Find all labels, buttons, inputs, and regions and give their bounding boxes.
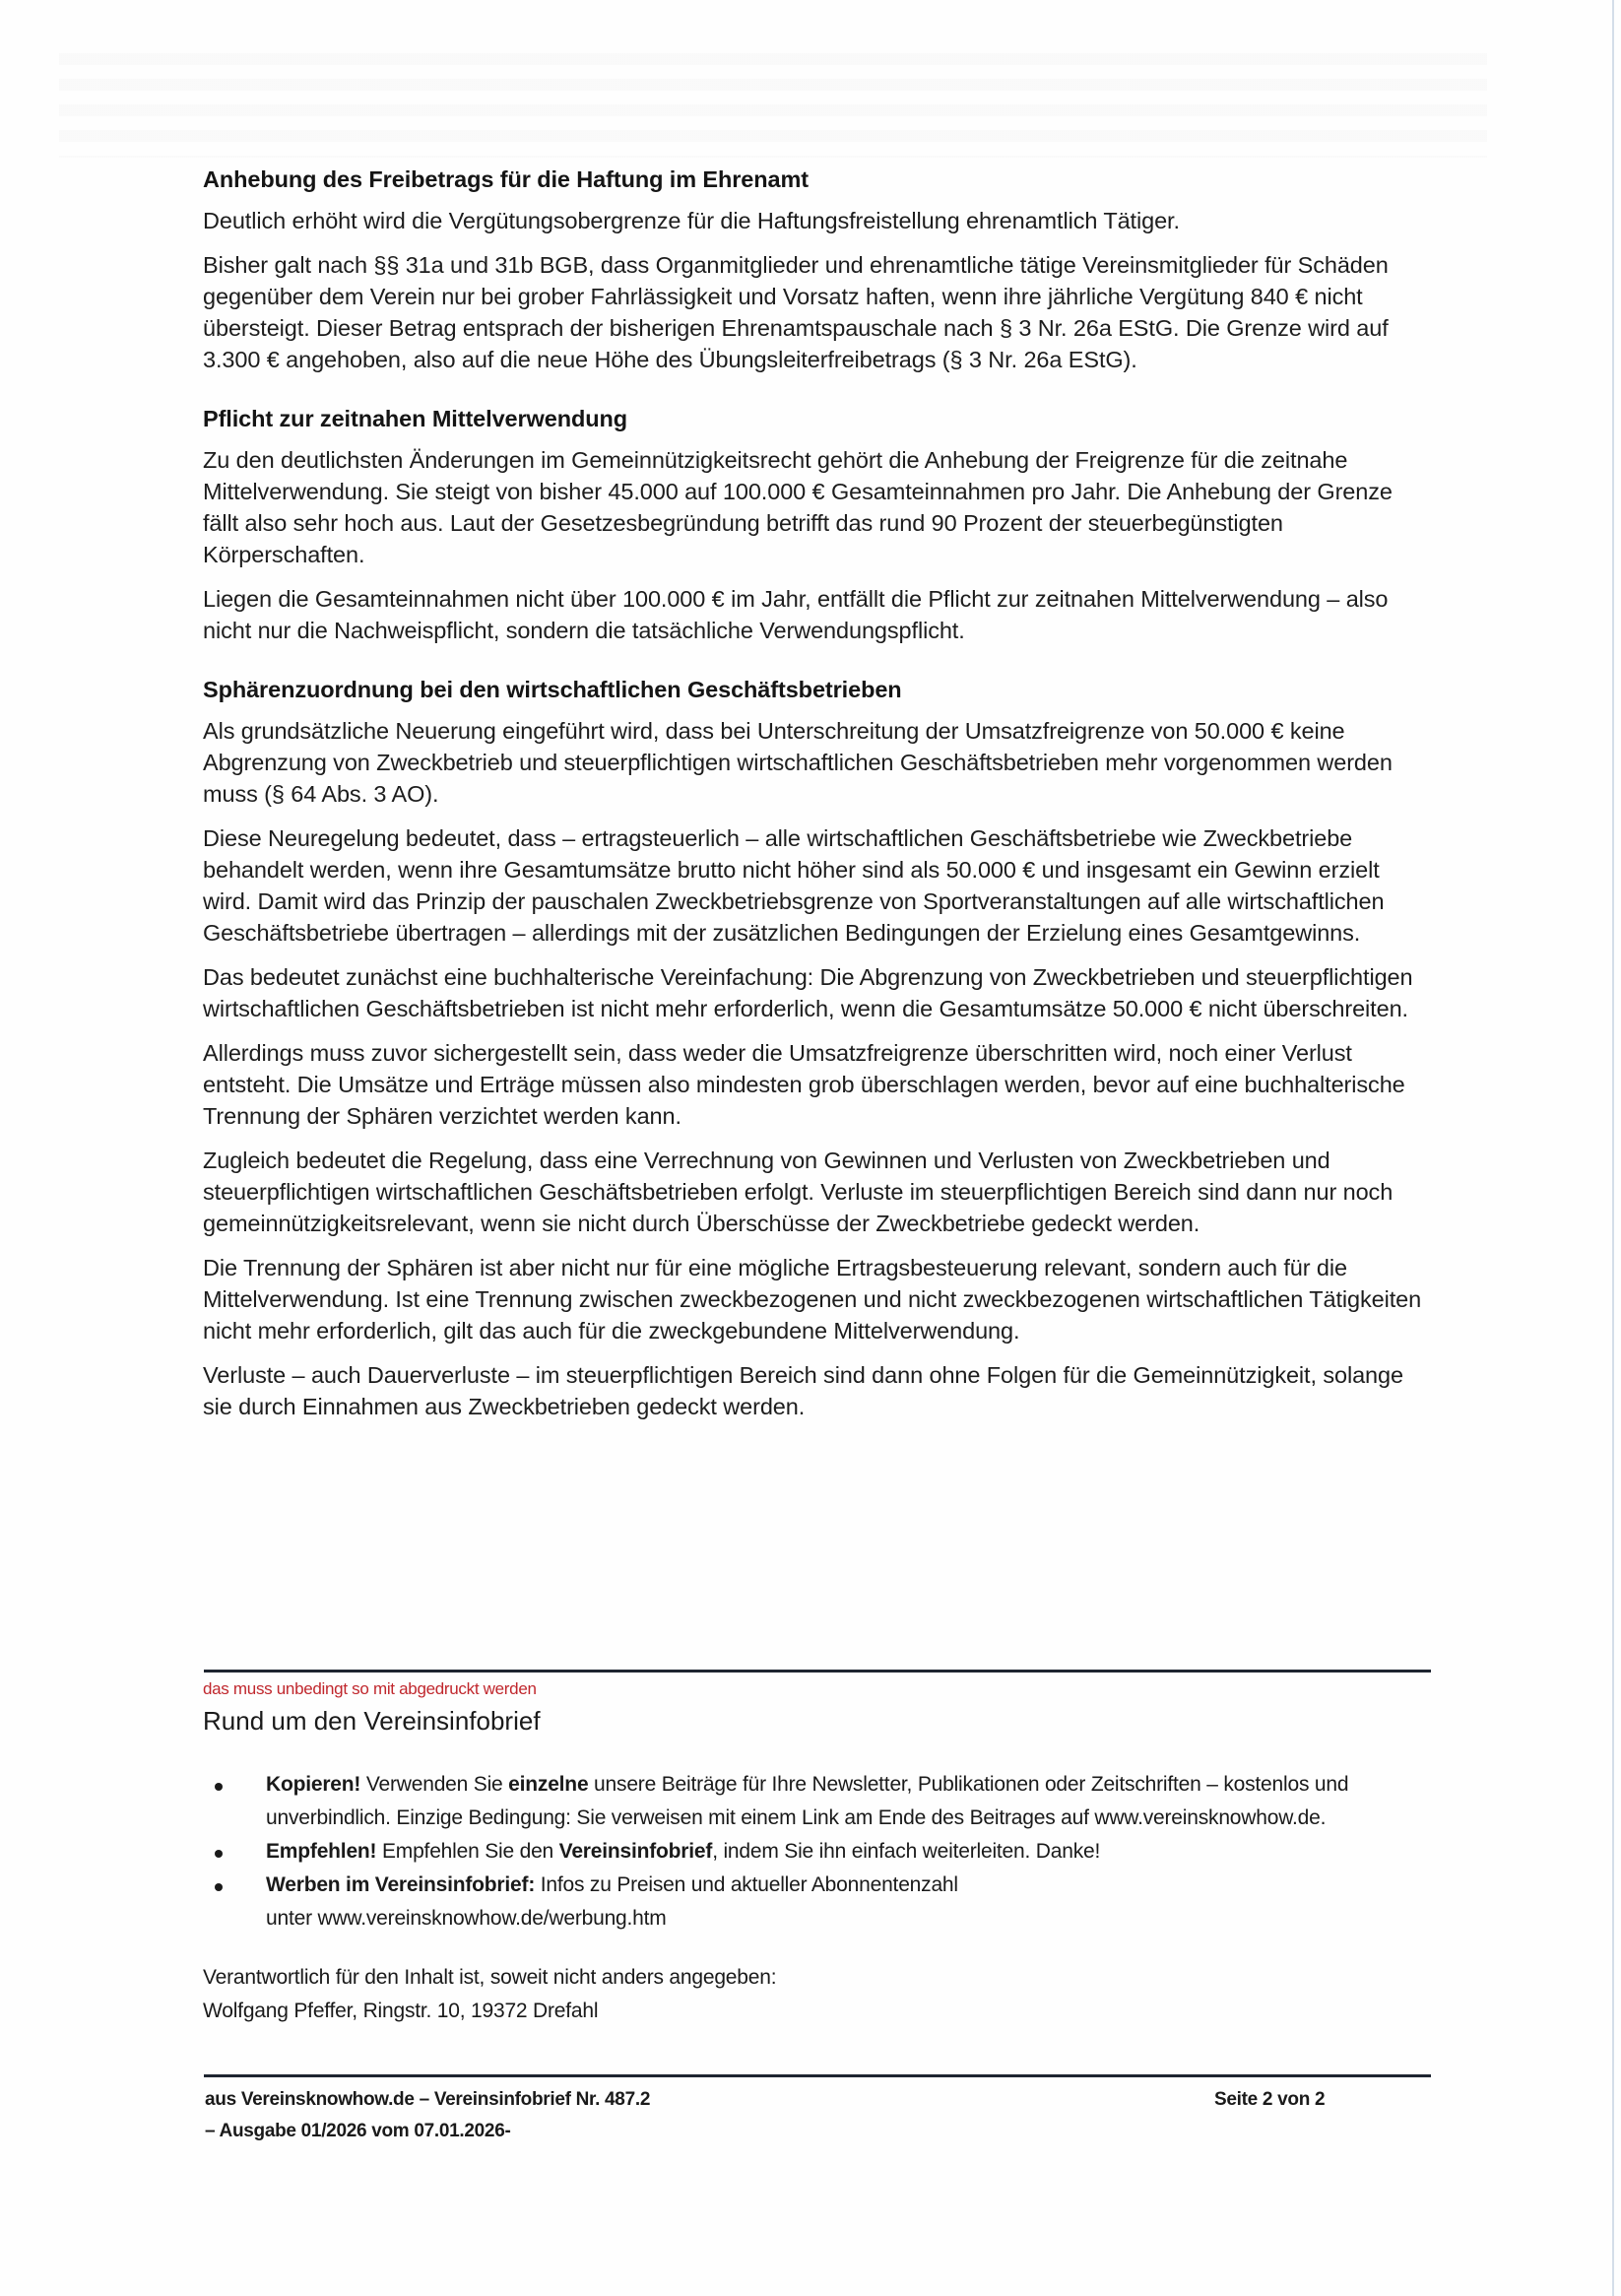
bullet-text: , indem Sie ihn einfach weiterleiten. Danke! bbox=[712, 1840, 1101, 1863]
bullet-text: Verwenden Sie bbox=[360, 1773, 509, 1796]
section-sphaerenzuordnung bbox=[203, 674, 1434, 1422]
footer-separator-line bbox=[204, 2074, 1431, 2077]
paragraph: Bisher galt nach §§ 31a und 31b BGB, dass Organmitglieder und ehrenamtliche tätige Vereinsmitglieder für Schäden gegenüber dem Verein nur bei grober Fahrlässigkeit und Vorsatz haften, wenn ihre jährliche Vergütung 840 € nicht übersteigt. Dieser Betrag entsprach der bisherigen Ehrenamtspauschale nach § 3 Nr. 26a EStG. Die Grenze wird auf 3.300 € angehoben, also auf die neue Höhe des Übungsleiterfreibetrags (§ 3 Nr. 26a EStG). bbox=[203, 252, 1389, 372]
footer-source: aus Vereinsknowhow.de – Vereinsinfobrief Nr. 487.2 bbox=[205, 2089, 651, 2110]
paragraph: Liegen die Gesamteinnahmen nicht über 100.000 € im Jahr, entfällt die Pflicht zur zeitnahen Mittelverwendung – also nicht nur die Nachweispflicht, sondern die tatsächliche Verwendungspflicht. bbox=[203, 586, 1389, 643]
bullet-emphasis: Vereinsinfobrief bbox=[558, 1840, 713, 1863]
responsible-label: Verantwortlich für den Inhalt ist, soweit nicht anders angegeben: bbox=[203, 1966, 777, 1989]
responsible-block bbox=[203, 1961, 1434, 2028]
info-separator-line bbox=[204, 1670, 1431, 1673]
info-title: Rund um den Vereinsinfobrief bbox=[203, 1706, 541, 1736]
scan-showthrough bbox=[59, 39, 1487, 158]
responsible-name: Wolfgang Pfeffer, Ringstr. 10, 19372 Drefahl bbox=[203, 2000, 599, 2022]
bullet-icon bbox=[215, 1783, 223, 1791]
paragraph: Die Trennung der Sphären ist aber nicht nur für eine mögliche Ertragsbesteuerung relevant, sondern auch für die Mittelverwendung. Ist eine Trennung zwischen zweckbezogenen und nicht zweckbezogenen wirtschaftlichen Tätigkeiten nicht mehr erforderlich, gilt das auch für die zweckgebundene Mittelverwendung. bbox=[203, 1255, 1422, 1344]
paragraph: Allerdings muss zuvor sichergestellt sein, dass weder die Umsatzfreigrenze überschritten wird, noch einer Verlust entsteht. Die Umsätze und Erträge müssen also mindesten grob überschlagen werden, bevor auf eine buchhalterische Trennung der Sphären verzichtet werden kann. bbox=[203, 1040, 1405, 1129]
paragraph: Zugleich bedeutet die Regelung, dass eine Verrechnung von Gewinnen und Verlusten von Zweckbetrieben und steuerpflichtigen wirtschaftlichen Geschäftsbetrieben erfolgt. Verluste im steuerpflichtigen Bereich sind dann nur noch gemeinnützigkeitsrelevant, wenn sie nicht durch Überschüsse der Zweckbetriebe gedeckt werden. bbox=[203, 1148, 1394, 1236]
footer-issue: – Ausgabe 01/2026 vom 07.01.2026- bbox=[205, 2121, 511, 2141]
bullet-lead: Werben im Vereinsinfobrief: bbox=[266, 1873, 536, 1896]
bullet-werben bbox=[203, 1869, 1434, 1935]
info-box bbox=[203, 1677, 1434, 2028]
paragraph: Verluste – auch Dauerverluste – im steuerpflichtigen Bereich sind dann ohne Folgen für die Gemeinnützigkeit, solange sie durch Einnahmen aus Zweckbetrieben gedeckt werden. bbox=[203, 1362, 1403, 1419]
section-heading: Sphärenzuordnung bei den wirtschaftlichen Geschäftsbetrieben bbox=[203, 677, 902, 702]
scan-edge-line bbox=[1612, 0, 1614, 2296]
page-number: Seite 2 von 2 bbox=[1214, 2089, 1326, 2110]
bullet-text: unter www.vereinsknowhow.de/werbung.htm bbox=[266, 1907, 667, 1930]
page-footer bbox=[205, 2084, 1432, 2147]
bullet-emphasis: einzelne bbox=[508, 1773, 589, 1796]
section-heading: Pflicht zur zeitnahen Mittelverwendung bbox=[203, 406, 627, 431]
bullet-lead: Empfehlen! bbox=[266, 1840, 377, 1863]
section-mittelverwendung bbox=[203, 403, 1434, 646]
bullet-text: unsere Beiträge für Ihre Newsletter, Publikationen oder Zeitschriften – kostenlos und unverbindlich. Einzige Bedingung: Sie verweisen mit einem Link am Ende des Beitrages auf www.vereinsknowhow.de. bbox=[266, 1773, 1349, 1829]
paragraph: Als grundsätzliche Neuerung eingeführt wird, dass bei Unterschreitung der Umsatzfreigrenze von 50.000 € keine Abgrenzung von Zweckbetrieb und steuerpflichtigen wirtschaftlichen Geschäftsbetrieben mehr vorgenommen werden muss (§ 64 Abs. 3 AO). bbox=[203, 718, 1393, 807]
red-annotation-note: das muss unbedingt so mit abgedruckt werden bbox=[203, 1679, 537, 1698]
section-heading: Anhebung des Freibetrags für die Haftung im Ehrenamt bbox=[203, 166, 810, 192]
info-bullet-list bbox=[203, 1768, 1434, 1935]
bullet-kopieren bbox=[203, 1768, 1434, 1835]
bullet-text: Infos zu Preisen und aktueller Abonnentenzahl bbox=[535, 1873, 958, 1896]
section-haftung bbox=[203, 164, 1434, 375]
paragraph: Deutlich erhöht wird die Vergütungsobergrenze für die Haftungsfreistellung ehrenamtlich Tätiger. bbox=[203, 208, 1180, 233]
bullet-empfehlen bbox=[203, 1835, 1434, 1869]
bullet-lead: Kopieren! bbox=[266, 1773, 361, 1796]
paragraph: Zu den deutlichsten Änderungen im Gemeinnützigkeitsrecht gehört die Anhebung der Freigrenze für die zeitnahe Mittelverwendung. Sie steigt von bisher 45.000 auf 100.000 € Gesamteinnahmen pro Jahr. Die Anhebung der Grenze fällt also sehr hoch aus. Laut der Gesetzesbegründung betrifft das rund 90 Prozent der steuerbegünstigten Körperschaften. bbox=[203, 447, 1393, 567]
bullet-icon bbox=[215, 1850, 223, 1858]
bullet-text: Empfehlen Sie den bbox=[376, 1840, 559, 1863]
bullet-icon bbox=[215, 1883, 223, 1891]
paragraph: Diese Neuregelung bedeutet, dass – ertragsteuerlich – alle wirtschaftlichen Geschäftsbetriebe wie Zweckbetriebe behandelt werden, wenn ihre Gesamtumsätze brutto nicht höher sind als 50.000 € und insgesamt ein Gewinn erzielt wird. Damit wird das Prinzip der pauschalen Zweckbetriebsgrenze von Sportveranstaltungen auf alle wirtschaftlichen Geschäftsbetriebe übertragen – allerdings mit der zusätzlichen Bedingungen der Erzielung eines Gesamtgewinns. bbox=[203, 825, 1385, 946]
paragraph: Das bedeutet zunächst eine buchhalterische Vereinfachung: Die Abgrenzung von Zweckbetrieben und steuerpflichtigen wirtschaftlichen Geschäftsbetrieben ist nicht mehr erforderlich, wenn die Gesamtumsätze 50.000 € nicht überschreiten. bbox=[203, 964, 1413, 1021]
article-body bbox=[203, 164, 1434, 1450]
